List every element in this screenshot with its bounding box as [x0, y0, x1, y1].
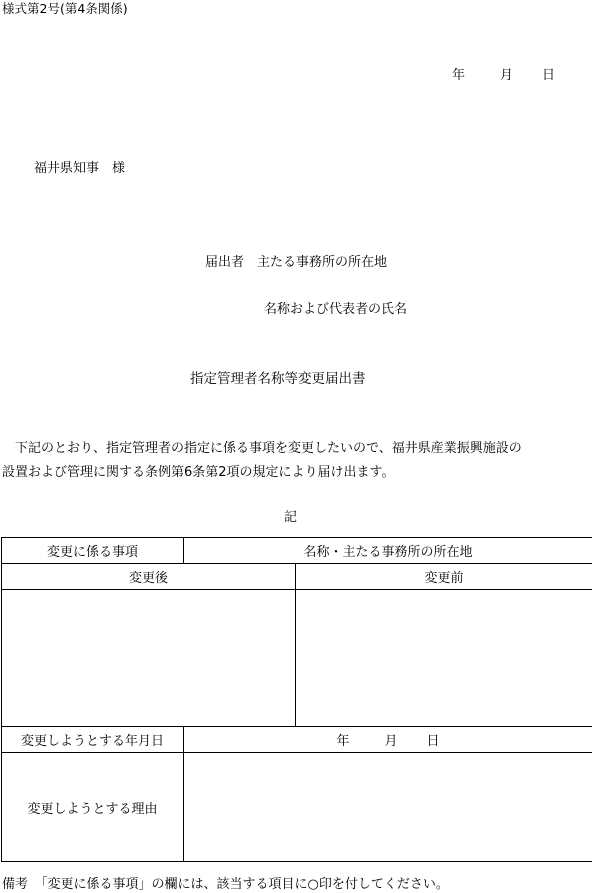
- document-title: 指定管理者名称等変更届出書: [190, 371, 366, 387]
- matter-label-cell: 変更に係る事項: [2, 538, 184, 564]
- change-date-label-cell: 変更しようとする年月日: [2, 727, 184, 753]
- before-label-cell: 変更前: [296, 564, 592, 590]
- change-date-month: 月: [385, 730, 427, 749]
- matter-value-cell[interactable]: 名称・主たる事務所の所在地: [184, 538, 592, 564]
- table-row: [2, 538, 592, 564]
- submission-date: [452, 68, 555, 84]
- table-row: [2, 590, 592, 727]
- change-date-day: 日: [427, 734, 440, 749]
- table-row: [2, 753, 592, 862]
- after-label-cell: 変更後: [2, 564, 296, 590]
- after-value-cell[interactable]: [2, 590, 296, 727]
- body-line-2: 設置および管理に関する条例第6条第2項の規定により届け出ます。: [2, 461, 592, 485]
- change-details-table: [1, 537, 592, 862]
- table-row: [2, 727, 592, 753]
- remark-note: 備考 「変更に係る事項」の欄には、該当する項目に○印を付してください。: [2, 877, 449, 893]
- ki-heading: 記: [284, 510, 297, 526]
- notifier-address-label: 届出者 主たる事務所の所在地: [205, 255, 387, 271]
- reason-label-cell: 変更しようとする理由: [2, 753, 184, 862]
- change-date-value-cell[interactable]: [184, 727, 592, 753]
- date-year: 年: [452, 68, 500, 84]
- reason-value-cell[interactable]: [184, 753, 592, 862]
- addressee: 福井県知事 様: [34, 161, 125, 177]
- notifier-name-label: 名称および代表者の氏名: [264, 302, 407, 318]
- date-month: 月: [500, 68, 542, 84]
- date-day: 日: [542, 68, 555, 84]
- before-value-cell[interactable]: [296, 590, 592, 727]
- form-number: 様式第2号(第4条関係): [2, 1, 128, 17]
- body-line-1: 下記のとおり、指定管理者の指定に係る事項を変更したいので、福井県産業振興施設の: [2, 437, 592, 461]
- table-row: [2, 564, 592, 590]
- body-text: [2, 437, 592, 485]
- change-date-year: 年: [337, 730, 385, 749]
